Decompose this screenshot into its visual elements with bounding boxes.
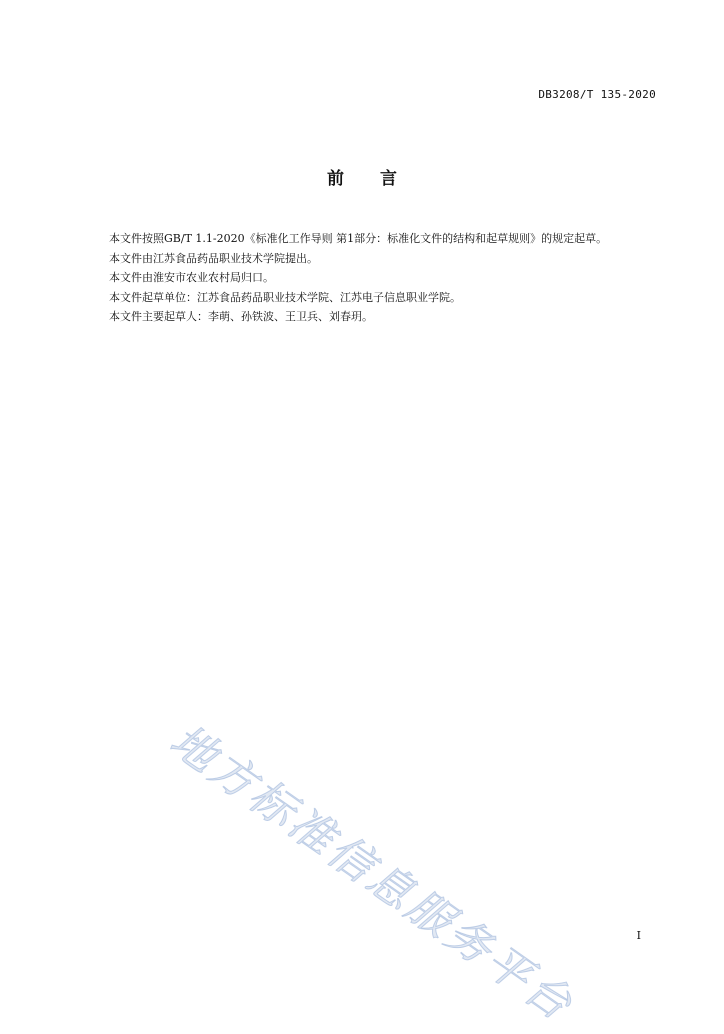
paragraph-drafting-units: 本文件起草单位：江苏食品药品职业技术学院、江苏电子信息职业学院。 bbox=[109, 290, 461, 304]
paragraph-proposer: 本文件由江苏食品药品职业技术学院提出。 bbox=[109, 251, 318, 265]
paragraph-drafting-rules: 本文件按照GB/T 1.1-2020《标准化工作导则 第1部分：标准化文件的结构和起草规则》的规定起草。 bbox=[109, 232, 608, 245]
foreword-body bbox=[87, 229, 657, 327]
page-title: 前言 bbox=[327, 169, 433, 189]
paragraph-responsible-unit: 本文件由淮安市农业农村局归口。 bbox=[109, 271, 274, 284]
page-number: I bbox=[636, 929, 641, 942]
watermark: 地方标准信息服务平台 bbox=[160, 714, 584, 1032]
paragraph-drafters: 本文件主要起草人：李萌、孙铁波、王卫兵、刘春玥。 bbox=[109, 310, 373, 323]
document-code: DB3208/T 135-2020 bbox=[538, 88, 656, 101]
